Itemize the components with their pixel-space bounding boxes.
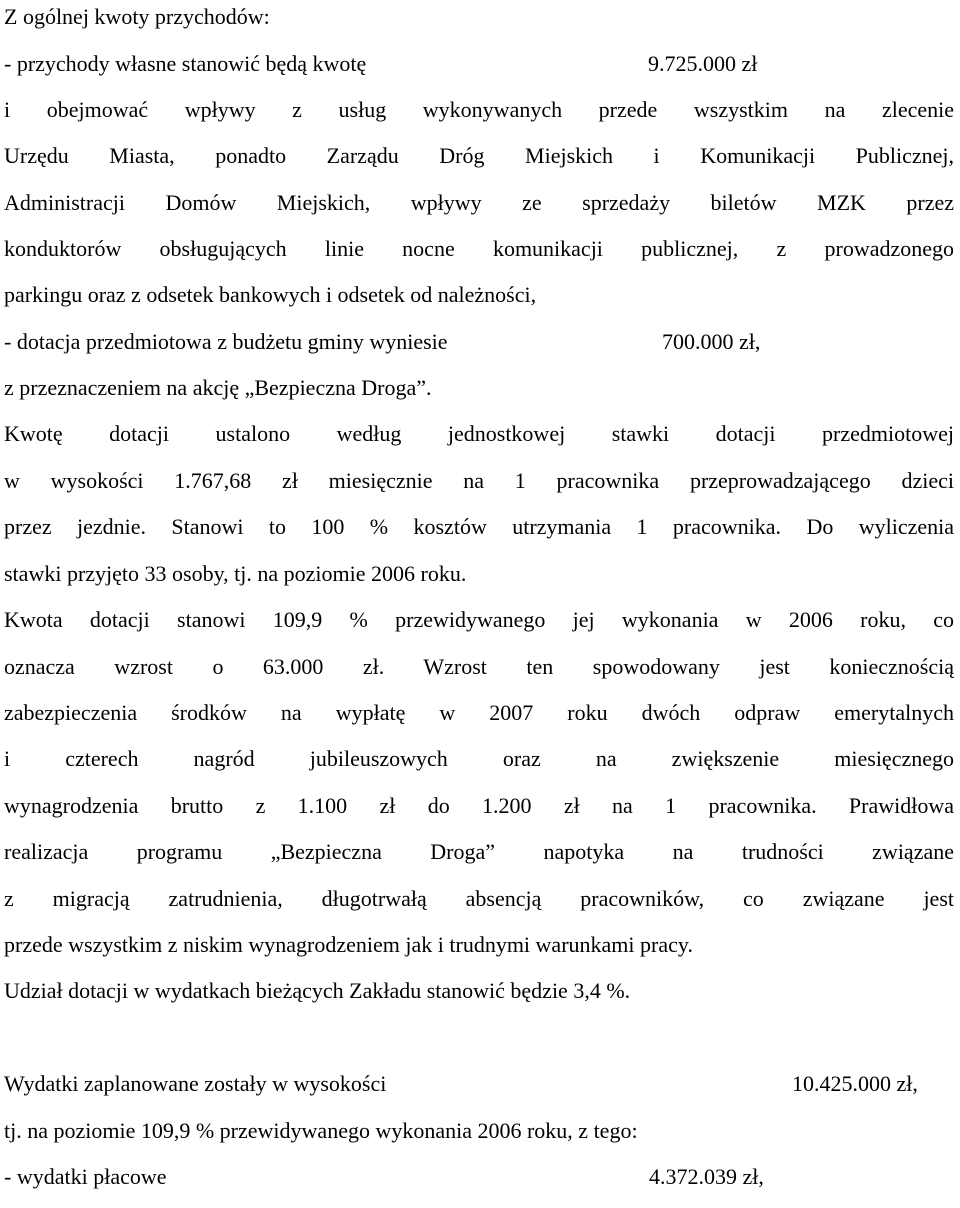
paragraph-line: zabezpieczenia środków na wypłatę w 2007 roku dwóch odpraw emerytalnych [4, 700, 954, 725]
paragraph-line: i czterech nagród jubileuszowych oraz na zwiększenie miesięcznego [4, 746, 954, 771]
paragraph-line: konduktorów obsługujących linie nocne komunikacji publicznej, z prowadzonego [4, 236, 954, 261]
paragraph-line: z przeznaczeniem na akcję „Bezpieczna Droga”. [4, 375, 432, 400]
payroll-label: - wydatki płacowe [4, 1164, 167, 1189]
paragraph-line: w wysokości 1.767,68 zł miesięcznie na 1 pracownika przeprowadzającego dzieci [4, 468, 954, 493]
paragraph-line: i obejmować wpływy z usług wykonywanych przede wszystkim na zlecenie [4, 97, 954, 122]
paragraph-line: wynagrodzenia brutto z 1.100 zł do 1.200 zł na 1 pracownika. Prawidłowa [4, 793, 954, 818]
subsidy-label: - dotacja przedmiotowa z budżetu gminy wyniesie [4, 329, 448, 354]
paragraph-line: Kwotę dotacji ustalono według jednostkowej stawki dotacji przedmiotowej [4, 421, 954, 446]
paragraph-line: przez jezdnie. Stanowi to 100 % kosztów utrzymania 1 pracownika. Do wyliczenia [4, 514, 954, 539]
own-revenue-label: - przychody własne stanowić będą kwotę [4, 51, 367, 76]
subsidy-amount: 700.000 zł, [662, 329, 761, 354]
paragraph-line: Kwota dotacji stanowi 109,9 % przewidywanego jej wykonania w 2006 roku, co [4, 607, 954, 632]
paragraph-line: Administracji Domów Miejskich, wpływy ze sprzedaży biletów MZK przez [4, 190, 954, 215]
paragraph-line: parkingu oraz z odsetek bankowych i odsetek od należności, [4, 282, 537, 307]
expenses-label: Wydatki zaplanowane zostały w wysokości [4, 1071, 387, 1096]
paragraph-line: Udział dotacji w wydatkach bieżących Zakładu stanowić będzie 3,4 %. [4, 978, 631, 1003]
paragraph-line: z migracją zatrudnienia, długotrwałą absencją pracowników, co związane jest [4, 886, 954, 911]
payroll-amount: 4.372.039 zł, [649, 1164, 764, 1189]
revenue-heading: Z ogólnej kwoty przychodów: [4, 4, 270, 29]
paragraph-line: stawki przyjęto 33 osoby, tj. na poziomie 2006 roku. [4, 561, 467, 586]
expenses-amount: 10.425.000 zł, [792, 1071, 918, 1096]
paragraph-line: tj. na poziomie 109,9 % przewidywanego wykonania 2006 roku, z tego: [4, 1118, 638, 1143]
paragraph-line: oznacza wzrost o 63.000 zł. Wzrost ten spowodowany jest koniecznością [4, 654, 954, 679]
own-revenue-amount: 9.725.000 zł [648, 51, 758, 76]
paragraph-line: Urzędu Miasta, ponadto Zarządu Dróg Miejskich i Komunikacji Publicznej, [4, 143, 954, 168]
paragraph-line: realizacja programu „Bezpieczna Droga” napotyka na trudności związane [4, 839, 954, 864]
paragraph-line: przede wszystkim z niskim wynagrodzeniem jak i trudnymi warunkami pracy. [4, 932, 693, 957]
